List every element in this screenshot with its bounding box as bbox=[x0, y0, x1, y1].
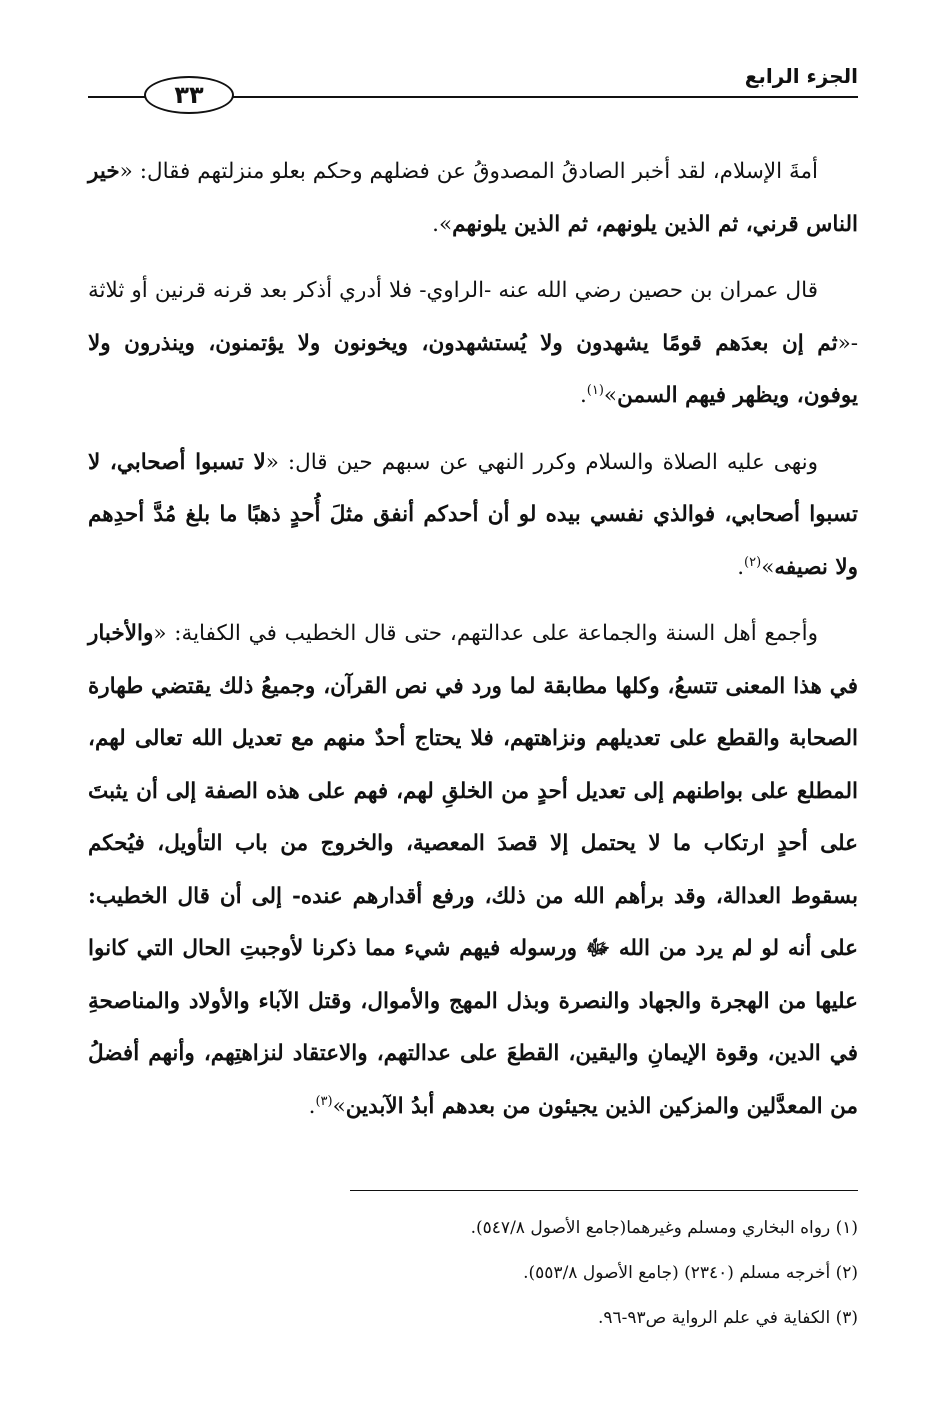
footnote: (٣) الكفاية في علم الرواية ص٩٣-٩٦. bbox=[597, 1308, 858, 1328]
footnote-separator bbox=[350, 1190, 858, 1191]
page-header bbox=[88, 60, 858, 116]
running-title: الجزء الرابع bbox=[744, 64, 858, 88]
text-run: . bbox=[737, 554, 745, 580]
text-run: . bbox=[308, 1093, 316, 1119]
text-run: ». bbox=[432, 211, 453, 237]
text-run: » bbox=[332, 1093, 346, 1119]
text-run: وأجمع أهل السنة والجماعة على عدالتهم، حتى قال الخطيب في الكفاية: « bbox=[153, 621, 818, 646]
quote-text: ثم إن بعدَهم قومًا يشهدون ولا يُستشهدون، ويخونون ولا يؤتمنون، وينذرون ولا يوفون، ويظهر فيهم السمن bbox=[88, 330, 858, 408]
footnote-ref: (٢) bbox=[744, 554, 762, 570]
paragraph bbox=[88, 608, 858, 1133]
page-number: ٣٣ bbox=[144, 76, 234, 114]
footnote-ref: (١) bbox=[586, 382, 604, 398]
quote-text: لا تسبوا أصحابي، لا تسبوا أصحابي، فوالذي نفسي بيده لو أن أحدكم أنفق مثلَ أُحدٍ ذهبًا ما بلغ مُدَّ أحدِهم ولا نصيفه bbox=[88, 449, 858, 580]
text-run: . bbox=[579, 383, 587, 408]
text-run: أمةَ الإسلام، لقد أخبر الصادقُ المصدوقُ عن فضلهم وحكم بعلو منزلتهم فقال: « bbox=[119, 159, 818, 184]
text-run: » bbox=[603, 383, 618, 408]
paragraph bbox=[88, 265, 858, 423]
text-run: ونهى عليه الصلاة والسلام وكرر النهي عن سبهم حين قال: « bbox=[265, 449, 818, 475]
text-run: قال عمران بن حصين رضي الله عنه -الراوي- فلا أدري أذكر بعد قرنه قرنين أو ثلاثة -« bbox=[88, 278, 858, 356]
main-text bbox=[88, 146, 858, 1147]
footnote-ref: (٣) bbox=[315, 1093, 333, 1109]
footnotes bbox=[88, 1206, 858, 1341]
paragraph bbox=[88, 437, 858, 595]
quote-text: والأخبار في هذا المعنى تتسعُ، وكلها مطابقة لما ورد في نص القرآن، وجميعُ ذلك يقتضي طهارة الصحابة والقطع على تعديلهم ونزاهتهم، فلا يحتاج أحدٌ منهم مع تعديل الله تعالى لهم، المطلع على بواطنهم إلى تعديل أحدٍ من الخلقِ لهم، فهم على هذه الصفة إلى أن يثبتَ على أحدٍ ارتكاب ما لا يحتمل إلا قصدَ المعصية، والخروج من باب التأويل، فيُحكم بسقوط العدالة، وقد برأهم الله من ذلك، ورفع أقدارهم عنده- إلى أن قال الخطيب: على أنه لو لم يرد من الله ﷻ ورسوله فيهم شيء مما ذكرنا لأوجبتِ الحال التي كانوا عليها من الهجرة والجهاد والنصرة وبذل المهج والأموال، وقتل الآباء والأولاد والمناصحةِ في الدين، وقوة الإيمانِ واليقين، القطعَ على عدالتهم، والاعتقاد لنزاهتِهم، وأنهم أفضلُ من المعدَّلين والمزكين الذين يجيئون من بعدهم أبدُ الآبدين bbox=[88, 621, 858, 1119]
paragraph bbox=[88, 146, 858, 251]
footnote: (١) رواه البخاري ومسلم وغيرهما(جامع الأصول ٥٤٧/٨). bbox=[470, 1218, 858, 1238]
text-run: » bbox=[761, 554, 775, 580]
footnote: (٢) أخرجه مسلم (٢٣٤٠) (جامع الأصول ٥٥٣/٨). bbox=[523, 1263, 858, 1283]
quote-text: خير الناس قرني، ثم الذين يلونهم، ثم الذين يلونهم bbox=[88, 159, 858, 237]
